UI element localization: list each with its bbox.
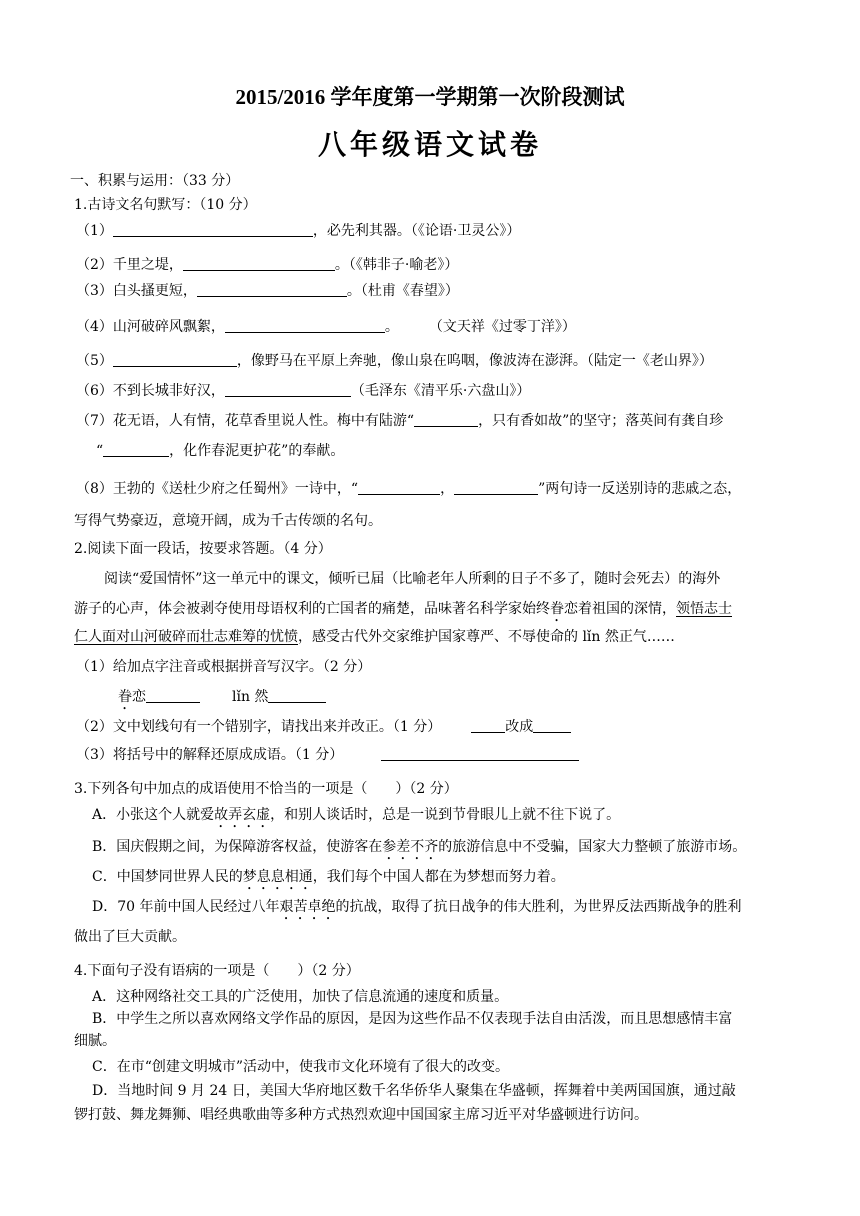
q4-option-a: A．这种网络社交工具的广泛使用，加快了信息流通的速度和质量。 bbox=[92, 989, 509, 1005]
passage-text: 游子的心声，体会被剥夺使用母语权利的亡国者的痛楚，品味著名科学家始终 bbox=[74, 601, 550, 617]
answer-blank[interactable] bbox=[113, 352, 237, 367]
answer-blank[interactable] bbox=[146, 688, 200, 703]
q1-item-4 bbox=[76, 318, 576, 336]
item-text: （8）王勃的《送杜少府之任蜀州》一诗中，“ bbox=[76, 481, 359, 497]
underlined-sentence: 领悟志士 bbox=[676, 601, 732, 617]
dotted-idiom: 梦息息相通 bbox=[242, 869, 313, 885]
q1-item-6 bbox=[76, 382, 530, 400]
q1-item-8-line2: 写得气势豪迈，意境开阔，成为千古传颂的名句。 bbox=[74, 513, 382, 529]
item-text: “ bbox=[96, 443, 104, 459]
subquestion-text: （3）将括号中的解释还原成成语。（1 分） bbox=[76, 747, 344, 763]
q3-option-a bbox=[92, 806, 620, 831]
exam-title: 2015/2016 学年度第一学期第一次阶段测试 bbox=[235, 85, 625, 109]
question-4-heading: 4.下面句子没有语病的一项是（ ）（2 分） bbox=[74, 963, 360, 979]
answer-blank[interactable] bbox=[471, 718, 505, 733]
q3-option-d bbox=[92, 898, 742, 923]
item-text: （6）不到长城非好汉， bbox=[76, 383, 225, 399]
item-number: （1） bbox=[76, 223, 113, 239]
q4-option-b: B．中学生之所以喜欢网络文学作品的原因，是因为这些作品不仅表现手法自由活泼，而且思想感情丰富 bbox=[92, 1011, 733, 1027]
item-text: ， bbox=[440, 481, 455, 497]
option-text: B．国庆假期之间，为保障游客权益，使游客在 bbox=[92, 839, 383, 855]
option-text: 的旅游信息中不受骗，国家大力整顿了旅游市场。 bbox=[438, 839, 747, 855]
question-3-heading: 3.下列各句中加点的成语使用不恰当的一项是（ ）（2 分） bbox=[74, 781, 458, 797]
item-text: （2）千里之堤， bbox=[76, 257, 183, 273]
q1-item-7-line2 bbox=[96, 442, 344, 460]
q4-option-b-line2: 细腻。 bbox=[74, 1033, 116, 1049]
item-text: ，必先利其器。（《论语·卫灵公》） bbox=[312, 223, 521, 239]
item-text: （毛泽东《清平乐·六盘山》） bbox=[350, 383, 531, 399]
item-text: ，化作春泥更护花”的奉献。 bbox=[169, 443, 345, 459]
option-text: C．中国梦同世界人民的 bbox=[92, 869, 243, 885]
item-text: ”两句诗一反送别诗的悲戚之态， bbox=[538, 481, 742, 497]
answer-blank[interactable] bbox=[103, 442, 169, 457]
answer-blank[interactable] bbox=[268, 688, 326, 703]
q2-subquestion-2 bbox=[76, 718, 571, 736]
underlined-sentence: 仁人面对山河破碎而壮志难筹的忧愤 bbox=[74, 629, 298, 645]
q1-item-7-line1 bbox=[76, 412, 723, 430]
answer-blank[interactable] bbox=[225, 382, 351, 397]
item-text: ，只有香如故”的坚守；落英间有龚自珍 bbox=[478, 413, 724, 429]
answer-blank[interactable] bbox=[381, 746, 579, 761]
question-1-heading: 1.古诗文名句默写：（10 分） bbox=[74, 197, 257, 213]
option-text: ，我们每个中国人都在为梦想而努力着。 bbox=[312, 869, 565, 885]
option-text: D．70 年前中国人民经过八年 bbox=[92, 899, 280, 915]
passage-line: 阅读“爱国情怀”这一单元中的课文，倾听已届（比喻老年人所剩的日子不多了，随时会死去）的海外 bbox=[104, 571, 721, 587]
option-text: A．小张这个人就爱故弄玄虚，和别人谈话时，总是一说到节骨眼儿上就不往下说了。 bbox=[92, 807, 621, 823]
q3-option-b bbox=[92, 838, 746, 863]
q2-subquestion-1-answers bbox=[118, 688, 326, 713]
q1-item-3 bbox=[76, 282, 459, 300]
answer-blank[interactable] bbox=[414, 412, 478, 427]
item-text: （7）花无语，人有情，花草香里说人性。梅中有陆游“ bbox=[76, 413, 415, 429]
word-text: 恋 bbox=[132, 689, 146, 705]
pinyin-text: lǐn 然 bbox=[232, 689, 269, 705]
q4-option-c: C．在市“创建文明城市”活动中，使我市文化环境有了很大的改变。 bbox=[92, 1059, 510, 1075]
subquestion-text: （2）文中划线句有一个错别字，请找出来并改正。（1 分） bbox=[76, 719, 442, 735]
item-text: ，像野马在平原上奔驰，像山泉在呜咽，像波涛在澎湃。（陆定一《老山界》） bbox=[236, 353, 713, 369]
section-heading: 一、积累与运用：（33 分） bbox=[70, 173, 240, 189]
answer-blank[interactable] bbox=[358, 480, 440, 495]
q1-item-5 bbox=[76, 352, 713, 370]
dotted-idiom: 参差不齐 bbox=[382, 839, 439, 855]
dotted-character: 眷 bbox=[118, 689, 132, 705]
dotted-character: 眷 bbox=[550, 601, 564, 617]
passage-text: 恋着祖国的深情， bbox=[564, 601, 676, 617]
option-text: 的抗战，取得了抗日战争的伟大胜利，为世界反法西斯战争的胜利 bbox=[335, 899, 742, 915]
q4-option-d: D．当地时间 9 月 24 日，美国大华府地区数千名华侨华人聚集在华盛顿，挥舞着中美两国国旗，通过敲 bbox=[92, 1083, 736, 1099]
passage-line bbox=[74, 600, 732, 625]
passage-text: ，感受古代外交家维护国家尊严、不辱使命的 lǐn 然正气…… bbox=[298, 629, 675, 645]
dotted-idiom: 故弄玄虚 bbox=[214, 807, 271, 823]
q3-option-d-line2: 做出了巨大贡献。 bbox=[74, 929, 186, 945]
question-2-heading: 2.阅读下面一段话，按要求答题。（4 分） bbox=[74, 541, 332, 557]
q2-subquestion-3 bbox=[76, 746, 579, 764]
item-text: （3）白头搔更短， bbox=[76, 283, 197, 299]
dotted-idiom: 艰苦卓绝 bbox=[279, 899, 336, 915]
answer-blank[interactable] bbox=[454, 480, 538, 495]
item-text: 。 bbox=[384, 319, 399, 335]
item-number: （5） bbox=[76, 353, 113, 369]
item-text: （4）山河破碎风飘絮， bbox=[76, 319, 225, 335]
exam-subtitle: 八年级语文试卷 bbox=[317, 128, 542, 161]
q4-option-d-line2: 锣打鼓、舞龙舞狮、唱经典歌曲等多种方式热烈欢迎中国国家主席习近平对华盛顿进行访问。 bbox=[74, 1107, 648, 1123]
answer-blank[interactable] bbox=[113, 222, 313, 237]
q1-item-2 bbox=[76, 256, 458, 274]
answer-blank[interactable] bbox=[533, 718, 571, 733]
item-source: （文天祥《过零丁洋》） bbox=[428, 319, 576, 335]
item-text: 。（杜甫《春望》） bbox=[346, 283, 459, 299]
answer-blank[interactable] bbox=[225, 318, 385, 333]
item-text: 。（《韩非子·喻老》） bbox=[334, 257, 459, 273]
item-text: 改成 bbox=[505, 719, 534, 735]
q3-option-c bbox=[92, 868, 565, 893]
answer-blank[interactable] bbox=[183, 256, 335, 271]
passage-line bbox=[74, 628, 675, 646]
q1-item-8-line1 bbox=[76, 480, 741, 498]
q2-subquestion-1: （1）给加点字注音或根据拼音写汉字。（2 分） bbox=[76, 659, 372, 675]
q1-item-1 bbox=[76, 222, 520, 240]
answer-blank[interactable] bbox=[197, 282, 347, 297]
